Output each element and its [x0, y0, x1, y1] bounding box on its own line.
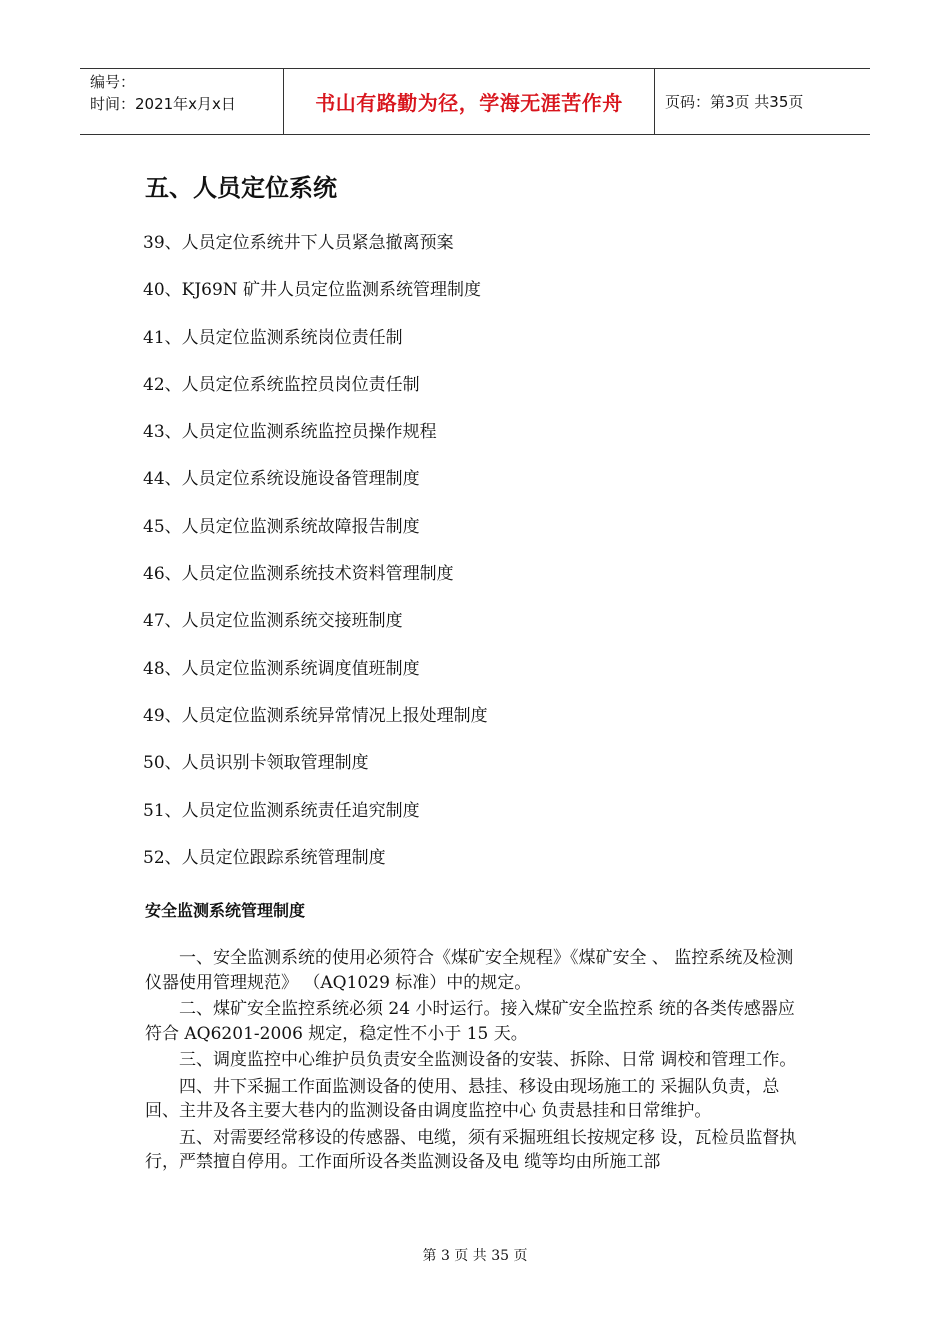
toc-item: 48、人员定位监测系统调度值班制度	[143, 658, 420, 679]
toc-item: 42、人员定位系统监控员岗位责任制	[143, 374, 420, 395]
toc-item: 45、人员定位监测系统故障报告制度	[143, 516, 420, 537]
header-meta	[80, 69, 283, 134]
paragraph: 五、对需要经常移设的传感器、电缆，须有采掘班组长按规定移 设，瓦检员监督执行，严禁擅自停用。工作面所设各类监测设备及电 缆等均由所施工部	[145, 1127, 797, 1172]
toc-item: 39、人员定位系统井下人员紧急撤离预案	[143, 233, 454, 253]
page-header	[80, 68, 870, 135]
body-text	[145, 946, 805, 1177]
toc-item: 44、人员定位系统设施设备管理制度	[143, 469, 420, 490]
serial-label: 编号：	[90, 73, 136, 91]
toc-item: 52、人员定位跟踪系统管理制度	[143, 847, 386, 868]
toc-item: 47、人员定位监测系统交接班制度	[143, 611, 403, 632]
toc-item: 50、人员识别卡领取管理制度	[143, 753, 369, 774]
toc-item: 46、人员定位监测系统技术资料管理制度	[143, 564, 454, 585]
time-label: 时间：2021年x月x日	[90, 95, 236, 113]
header-motto: 书山有路勤为径，学海无涯苦作舟	[283, 69, 655, 134]
paragraph: 三、调度监控中心维护员负责安全监测设备的安装、拆除、日常 调校和管理工作。	[179, 1050, 797, 1070]
toc-list	[143, 228, 488, 890]
toc-item: 51、人员定位监测系统责任追究制度	[143, 800, 420, 821]
page-footer: 第 3 页 共 35 页	[422, 1248, 528, 1264]
section-title: 五、人员定位系统	[145, 174, 337, 202]
toc-item: 49、人员定位监测系统异常情况上报处理制度	[143, 705, 488, 726]
subsection-title: 安全监测系统管理制度	[145, 901, 306, 920]
toc-item: 41、人员定位监测系统岗位责任制	[143, 327, 403, 348]
toc-item: 40、KJ69N 矿井人员定位监测系统管理制度	[143, 280, 482, 301]
paragraph: 二、煤矿安全监控系统必须 24 小时运行。接入煤矿安全监控系 统的各类传感器应符合 AQ6201-2006 规定，稳定性不小于 15 天。	[145, 999, 795, 1044]
header-page-code: 页码：第3页 共35页	[665, 93, 804, 111]
toc-item: 43、人员定位监测系统监控员操作规程	[143, 422, 437, 443]
paragraph: 四、井下采掘工作面监测设备的使用、悬挂、移设由现场施工的 采掘队负责，总回、主井及各主要大巷内的监测设备由调度监控中心 负责悬挂和日常维护。	[145, 1076, 780, 1121]
paragraph: 一、安全监测系统的使用必须符合《煤矿安全规程》《煤矿安全 、 监控系统及检测仪器使用管理规范》 （AQ1029 标准）中的规定。	[145, 948, 794, 993]
